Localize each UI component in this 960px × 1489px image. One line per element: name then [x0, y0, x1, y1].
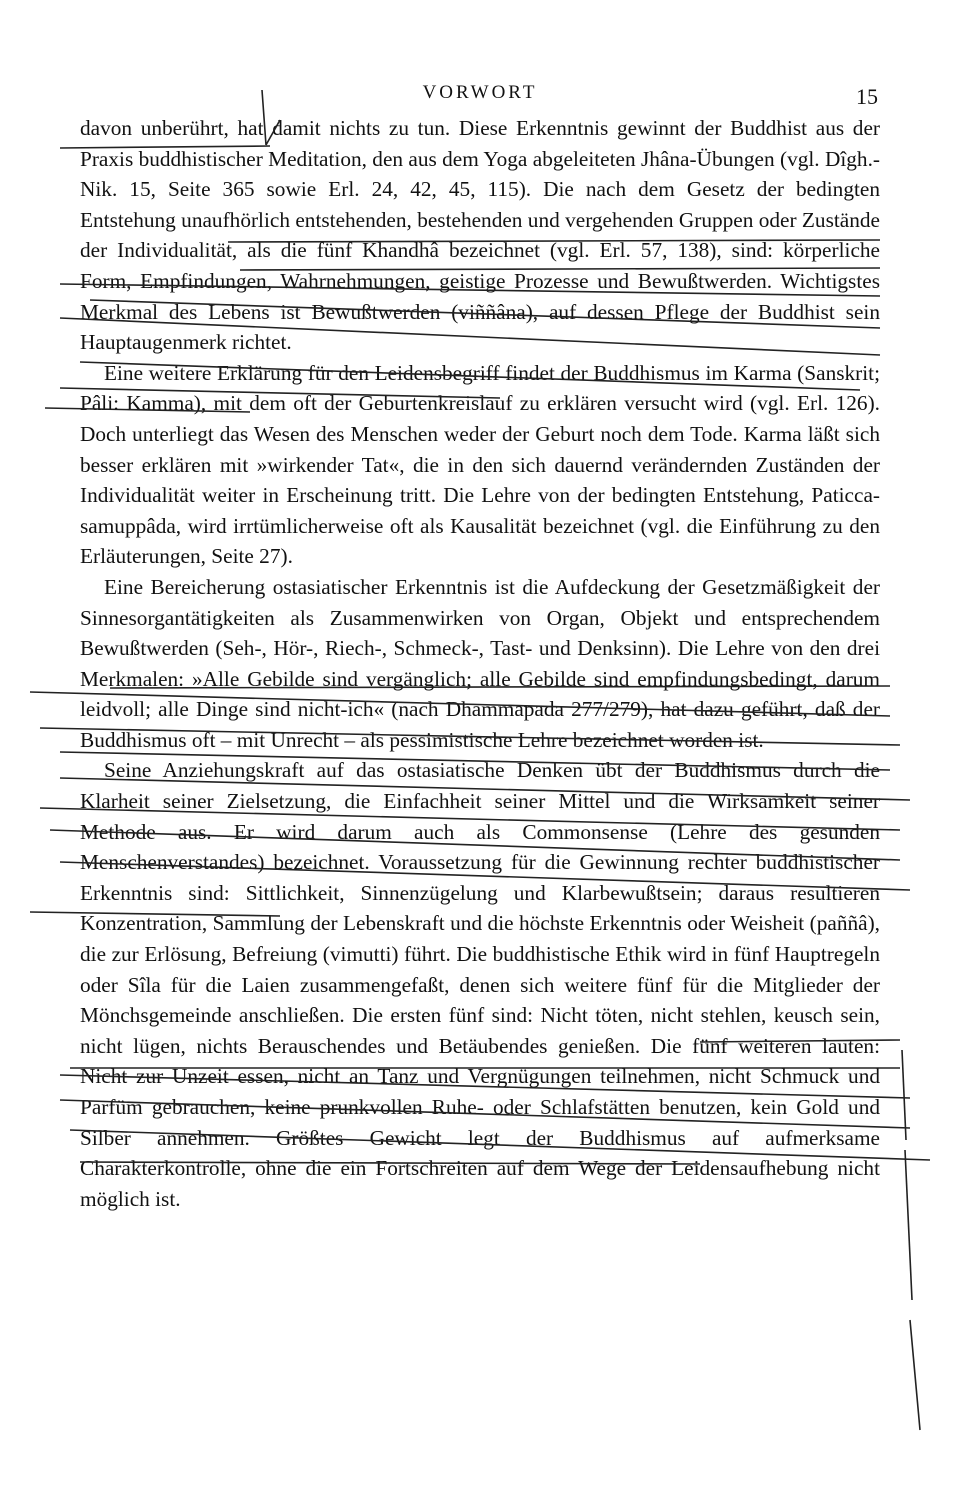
- margin-line: [905, 1150, 912, 1300]
- body-text: [80, 113, 880, 1214]
- paragraph: Eine weitere Erklärung für den Leidensbegriff findet der Buddhismus im Karma (Sanskrit; Pâli: Kamma), mit dem oft der Geburtenkreislauf zu erklären versucht wird (vgl. Erl. 126). Doch unterliegt das Wesen des Menschen weder der Geburt noch dem Tode. Karma läßt sich besser erklären mit »wirkender Tat«, die in den sich dauernd verändernden Zuständen der Individualität weiter in Erscheinung tritt. Die Lehre von der bedingten Entstehung, Paticca-samuppâda, wird irrtümlicherweise oft als Kausalität bezeichnet (vgl. die Einführung zu den Erläuterungen, Seite 27).: [80, 360, 880, 569]
- page-number: 15: [856, 84, 878, 109]
- running-header: VORWORT: [422, 82, 538, 103]
- margin-line: [902, 1050, 906, 1140]
- paragraph: davon unberührt, hat damit nichts zu tun. Diese Erkenntnis gewinnt der Buddhist aus der Praxis buddhistischer Meditation, den aus dem Yoga abgeleiteten Jhâna-Übungen (vgl. Dîgh.-Nik. 15, Seite 365 sowie Erl. 24, 42, 45, 115). Die nach dem Gesetz der bedingten Entstehung unaufhörlich entstehenden, bestehenden und vergehenden Gruppen oder Zustände der Individualität, als die fünf Khandhâ bezeichnet (vgl. Erl. 57, 138), sind: körperliche Form, Empfindungen, Wahrnehmungen, geistige Prozesse und Bewußtwerden. Wichtigstes Merkmal des Lebens ist Bewußtwerden (viññâna), auf dessen Pflege der Buddhist sein Hauptaugenmerk richtet.: [80, 116, 880, 355]
- margin-line: [910, 1320, 920, 1430]
- paragraph: Seine Anziehungskraft auf das ostasiatische Denken übt der Buddhismus durch die Klarheit seiner Zielsetzung, die Einfachheit seiner Mittel und die Wirksamkeit seiner Methode aus. Er wird darum auch als Commonsense (Lehre des gesunden Menschenverstandes) bezeichnet. Voraussetzung für die Gewinnung rechter buddhistischer Erkenntnis sind: Sittlichkeit, Sinnenzügelung und Klarbewußtsein; daraus resultieren Konzentration, Sammlung der Lebenskraft und die höchste Erkenntnis oder Weisheit (paññâ), die zur Erlösung, Befreiung (vimutti) führt. Die buddhistische Ethik wird in fünf Hauptregeln oder Sîla für die Laien zusammengefaßt, denen sich weitere fünf für die Mitglieder der Mönchsgemeinde anschließen. Die ersten fünf sind: Nicht töten, nicht stehlen, keusch sein, nicht lügen, nichts Berauschendes und Betäubendes genießen. Die fünf weiteren lauten: Nicht zur Unzeit essen, nicht an Tanz und Vergnügungen teilnehmen, nicht Schmuck und Parfüm gebrauchen, keine prunkvollen Ruhe- oder Schlafstätten benutzen, kein Gold und Silber annehmen. Größtes Gewicht legt der Buddhismus auf aufmerksame Charakterkontrolle, ohne die ein Fortschreiten auf dem Wege der Leidensaufhebung nicht möglich ist.: [80, 758, 880, 1211]
- paragraph: Eine Bereicherung ostasiatischer Erkenntnis ist die Aufdeckung der Gesetzmäßigkeit der Sinnesorgantätigkeiten als Zusammenwirken von Organ, Objekt und entsprechendem Bewußtwerden (Seh-, Hör-, Riech-, Schmeck-, Tast- und Denksinn). Die Lehre von den drei Merkmalen: »Alle Gebilde sind vergänglich; alle Gebilde sind empfindungsbedingt, darum leidvoll; alle Dinge sind nicht-ich« (nach Dhammapada 277/279), hat dazu geführt, daß der Buddhismus oft – mit Unrecht – als pessimistische Lehre bezeichnet worden ist.: [80, 574, 880, 752]
